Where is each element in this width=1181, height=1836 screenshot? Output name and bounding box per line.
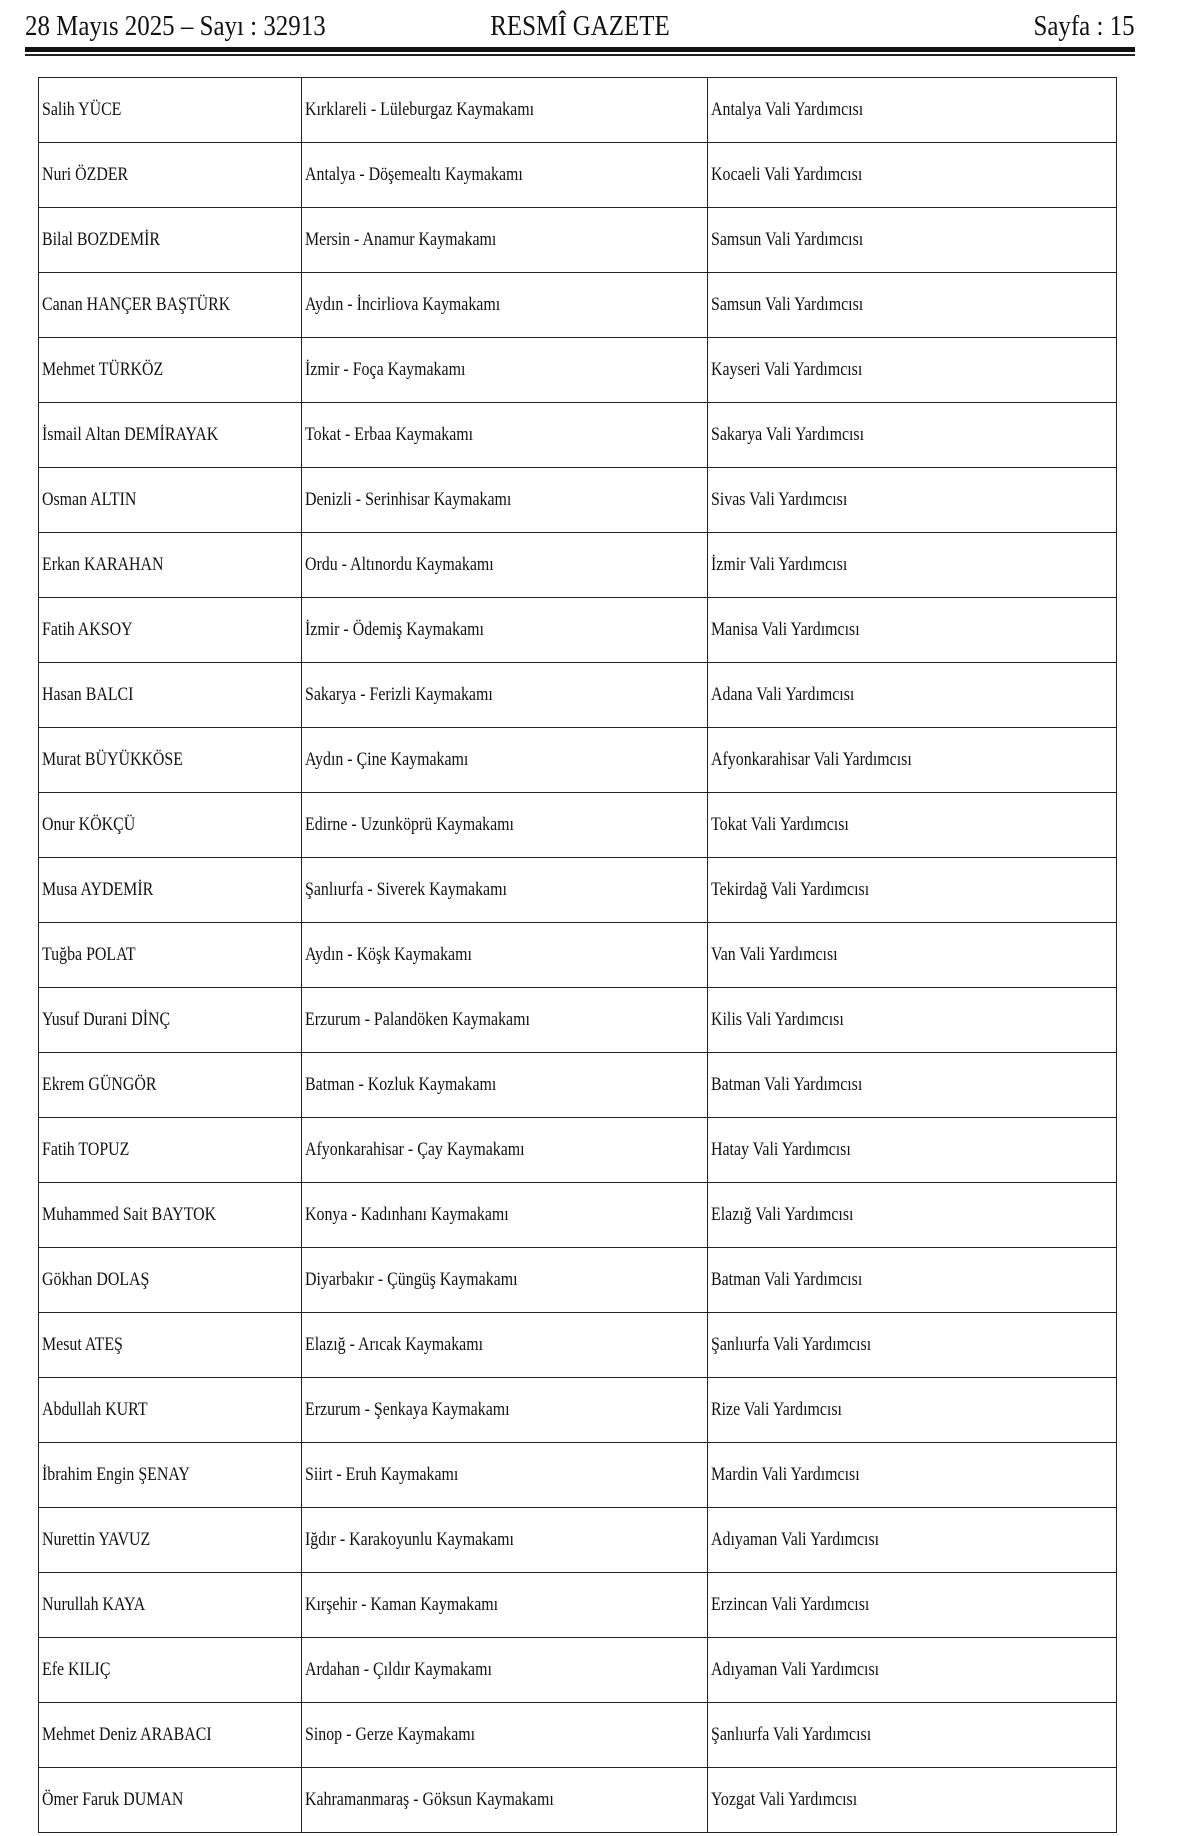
new-post-cell <box>708 403 1117 468</box>
current-post-text: Erzurum - Şenkaya Kaymakamı <box>305 1399 510 1420</box>
table-row <box>39 923 1117 988</box>
current-post-cell <box>302 208 708 273</box>
current-post-text: Aydın - Çine Kaymakamı <box>305 749 469 770</box>
new-post-cell <box>708 468 1117 533</box>
current-post-cell <box>302 793 708 858</box>
current-post-text: Ardahan - Çıldır Kaymakamı <box>305 1659 492 1680</box>
current-post-cell <box>302 1703 708 1768</box>
current-post-cell <box>302 533 708 598</box>
person-name-cell <box>39 1768 302 1833</box>
person-name-cell <box>39 208 302 273</box>
person-name-cell <box>39 663 302 728</box>
current-post-text: Antalya - Döşemealtı Kaymakamı <box>305 164 523 185</box>
new-post-text: Kayseri Vali Yardımcısı <box>711 359 863 380</box>
page-header <box>25 8 1135 44</box>
table-row <box>39 598 1117 663</box>
person-name-cell <box>39 338 302 403</box>
new-post-text: Kocaeli Vali Yardımcısı <box>711 164 863 185</box>
new-post-text: Adıyaman Vali Yardımcısı <box>711 1659 880 1680</box>
table-row <box>39 1508 1117 1573</box>
new-post-text: Antalya Vali Yardımcısı <box>711 99 864 120</box>
current-post-cell <box>302 1118 708 1183</box>
new-post-text: Erzincan Vali Yardımcısı <box>711 1594 870 1615</box>
new-post-cell <box>708 208 1117 273</box>
new-post-text: Şanlıurfa Vali Yardımcısı <box>711 1334 872 1355</box>
header-rule-thin <box>25 54 1135 56</box>
current-post-text: Mersin - Anamur Kaymakamı <box>305 229 497 250</box>
person-name-cell <box>39 78 302 143</box>
new-post-cell <box>708 78 1117 143</box>
person-name-text: Onur KÖKÇÜ <box>42 814 136 835</box>
current-post-text: Batman - Kozluk Kaymakamı <box>305 1074 497 1095</box>
person-name-text: Osman ALTIN <box>42 489 137 510</box>
person-name-cell <box>39 598 302 663</box>
new-post-text: Manisa Vali Yardımcısı <box>711 619 860 640</box>
page-number: Sayfa : 15 <box>1033 10 1135 42</box>
new-post-cell <box>708 1378 1117 1443</box>
person-name-cell <box>39 1573 302 1638</box>
current-post-text: Denizli - Serinhisar Kaymakamı <box>305 489 512 510</box>
person-name-text: Gökhan DOLAŞ <box>42 1269 150 1290</box>
new-post-cell <box>708 1573 1117 1638</box>
table-row <box>39 663 1117 728</box>
current-post-text: Erzurum - Palandöken Kaymakamı <box>305 1009 530 1030</box>
person-name-text: Musa AYDEMİR <box>42 879 154 900</box>
table-row <box>39 468 1117 533</box>
person-name-text: İbrahim Engin ŞENAY <box>42 1464 190 1485</box>
person-name-text: Ekrem GÜNGÖR <box>42 1074 157 1095</box>
current-post-text: Tokat - Erbaa Kaymakamı <box>305 424 474 445</box>
table-row <box>39 1248 1117 1313</box>
person-name-cell <box>39 1443 302 1508</box>
person-name-cell <box>39 1378 302 1443</box>
table-row <box>39 1768 1117 1833</box>
new-post-cell <box>708 273 1117 338</box>
header-rule-thick <box>25 47 1135 52</box>
new-post-cell <box>708 728 1117 793</box>
table-row <box>39 338 1117 403</box>
person-name-cell <box>39 1638 302 1703</box>
new-post-cell <box>708 1508 1117 1573</box>
new-post-text: Mardin Vali Yardımcısı <box>711 1464 860 1485</box>
person-name-text: Salih YÜCE <box>42 99 122 120</box>
current-post-text: Ordu - Altınordu Kaymakamı <box>305 554 494 575</box>
current-post-text: Siirt - Eruh Kaymakamı <box>305 1464 459 1485</box>
person-name-cell <box>39 1183 302 1248</box>
new-post-cell <box>708 1313 1117 1378</box>
new-post-text: Sivas Vali Yardımcısı <box>711 489 848 510</box>
current-post-text: İzmir - Foça Kaymakamı <box>305 359 466 380</box>
person-name-cell <box>39 858 302 923</box>
person-name-cell <box>39 1703 302 1768</box>
new-post-text: Van Vali Yardımcısı <box>711 944 838 965</box>
new-post-text: Tokat Vali Yardımcısı <box>711 814 849 835</box>
current-post-cell <box>302 1378 708 1443</box>
current-post-cell <box>302 1508 708 1573</box>
table-row <box>39 1638 1117 1703</box>
new-post-text: Afyonkarahisar Vali Yardımcısı <box>711 749 912 770</box>
new-post-text: Adana Vali Yardımcısı <box>711 684 855 705</box>
new-post-cell <box>708 923 1117 988</box>
person-name-text: Nurettin YAVUZ <box>42 1529 151 1550</box>
current-post-text: Diyarbakır - Çüngüş Kaymakamı <box>305 1269 518 1290</box>
person-name-cell <box>39 1053 302 1118</box>
new-post-cell <box>708 1703 1117 1768</box>
current-post-text: Sakarya - Ferizli Kaymakamı <box>305 684 493 705</box>
person-name-text: Mehmet TÜRKÖZ <box>42 359 164 380</box>
current-post-cell <box>302 78 708 143</box>
new-post-cell <box>708 143 1117 208</box>
current-post-cell <box>302 1248 708 1313</box>
current-post-cell <box>302 923 708 988</box>
person-name-text: Tuğba POLAT <box>42 944 136 965</box>
current-post-cell <box>302 988 708 1053</box>
current-post-text: Kırşehir - Kaman Kaymakamı <box>305 1594 499 1615</box>
current-post-cell <box>302 403 708 468</box>
new-post-cell <box>708 1768 1117 1833</box>
person-name-text: Ömer Faruk DUMAN <box>42 1789 184 1810</box>
new-post-cell <box>708 338 1117 403</box>
current-post-cell <box>302 273 708 338</box>
person-name-cell <box>39 143 302 208</box>
person-name-text: Murat BÜYÜKKÖSE <box>42 749 183 770</box>
current-post-cell <box>302 468 708 533</box>
new-post-text: Adıyaman Vali Yardımcısı <box>711 1529 880 1550</box>
person-name-text: Efe KILIÇ <box>42 1659 111 1680</box>
current-post-text: Kırklareli - Lüleburgaz Kaymakamı <box>305 99 534 120</box>
new-post-cell <box>708 1638 1117 1703</box>
new-post-text: Yozgat Vali Yardımcısı <box>711 1789 858 1810</box>
current-post-cell <box>302 598 708 663</box>
current-post-text: Afyonkarahisar - Çay Kaymakamı <box>305 1139 525 1160</box>
new-post-cell <box>708 1248 1117 1313</box>
new-post-text: Elazığ Vali Yardımcısı <box>711 1204 854 1225</box>
person-name-cell <box>39 1248 302 1313</box>
person-name-text: Nurullah KAYA <box>42 1594 146 1615</box>
current-post-cell <box>302 1053 708 1118</box>
table-row <box>39 728 1117 793</box>
table-row <box>39 533 1117 598</box>
table-row <box>39 1573 1117 1638</box>
current-post-cell <box>302 1313 708 1378</box>
current-post-cell <box>302 728 708 793</box>
new-post-text: Batman Vali Yardımcısı <box>711 1269 863 1290</box>
person-name-text: Bilal BOZDEMİR <box>42 229 161 250</box>
gazette-title: RESMÎ GAZETE <box>490 10 670 42</box>
current-post-text: Şanlıurfa - Siverek Kaymakamı <box>305 879 507 900</box>
current-post-cell <box>302 143 708 208</box>
current-post-text: Kahramanmaraş - Göksun Kaymakamı <box>305 1789 554 1810</box>
current-post-cell <box>302 1573 708 1638</box>
current-post-cell <box>302 858 708 923</box>
table-row <box>39 1183 1117 1248</box>
new-post-text: Samsun Vali Yardımcısı <box>711 294 864 315</box>
new-post-cell <box>708 663 1117 728</box>
person-name-text: Erkan KARAHAN <box>42 554 164 575</box>
current-post-text: Aydın - İncirliova Kaymakamı <box>305 294 501 315</box>
table-row <box>39 988 1117 1053</box>
person-name-cell <box>39 988 302 1053</box>
new-post-cell <box>708 793 1117 858</box>
person-name-cell <box>39 1508 302 1573</box>
current-post-text: İzmir - Ödemiş Kaymakamı <box>305 619 484 640</box>
person-name-text: İsmail Altan DEMİRAYAK <box>42 424 219 445</box>
table-row <box>39 793 1117 858</box>
new-post-cell <box>708 988 1117 1053</box>
table-row <box>39 1053 1117 1118</box>
table-row <box>39 78 1117 143</box>
new-post-cell <box>708 1183 1117 1248</box>
new-post-text: Kilis Vali Yardımcısı <box>711 1009 844 1030</box>
table-row <box>39 858 1117 923</box>
person-name-cell <box>39 923 302 988</box>
new-post-text: Batman Vali Yardımcısı <box>711 1074 863 1095</box>
current-post-cell <box>302 1768 708 1833</box>
new-post-text: Sakarya Vali Yardımcısı <box>711 424 865 445</box>
person-name-cell <box>39 468 302 533</box>
person-name-cell <box>39 793 302 858</box>
appointments-table-body <box>39 78 1117 1833</box>
person-name-text: Mehmet Deniz ARABACI <box>42 1724 212 1745</box>
table-row <box>39 1443 1117 1508</box>
person-name-text: Nuri ÖZDER <box>42 164 129 185</box>
person-name-cell <box>39 1118 302 1183</box>
new-post-cell <box>708 533 1117 598</box>
current-post-cell <box>302 1638 708 1703</box>
new-post-cell <box>708 858 1117 923</box>
person-name-text: Mesut ATEŞ <box>42 1334 123 1355</box>
appointments-table <box>38 77 1117 1833</box>
person-name-text: Fatih TOPUZ <box>42 1139 130 1160</box>
current-post-text: Iğdır - Karakoyunlu Kaymakamı <box>305 1529 514 1550</box>
new-post-cell <box>708 598 1117 663</box>
current-post-cell <box>302 1183 708 1248</box>
current-post-text: Sinop - Gerze Kaymakamı <box>305 1724 476 1745</box>
current-post-text: Elazığ - Arıcak Kaymakamı <box>305 1334 484 1355</box>
new-post-text: Samsun Vali Yardımcısı <box>711 229 864 250</box>
table-row <box>39 403 1117 468</box>
table-row <box>39 1378 1117 1443</box>
current-post-text: Edirne - Uzunköprü Kaymakamı <box>305 814 514 835</box>
table-row <box>39 1703 1117 1768</box>
table-row <box>39 208 1117 273</box>
current-post-text: Konya - Kadınhanı Kaymakamı <box>305 1204 509 1225</box>
new-post-cell <box>708 1443 1117 1508</box>
table-row <box>39 143 1117 208</box>
new-post-cell <box>708 1118 1117 1183</box>
new-post-text: Şanlıurfa Vali Yardımcısı <box>711 1724 872 1745</box>
issue-date-number: 28 Mayıs 2025 – Sayı : 32913 <box>25 10 326 42</box>
person-name-cell <box>39 728 302 793</box>
table-row <box>39 1118 1117 1183</box>
new-post-text: Rize Vali Yardımcısı <box>711 1399 842 1420</box>
current-post-cell <box>302 663 708 728</box>
person-name-text: Abdullah KURT <box>42 1399 148 1420</box>
person-name-text: Yusuf Durani DİNÇ <box>42 1009 171 1030</box>
current-post-cell <box>302 1443 708 1508</box>
current-post-cell <box>302 338 708 403</box>
new-post-text: İzmir Vali Yardımcısı <box>711 554 848 575</box>
person-name-text: Fatih AKSOY <box>42 619 133 640</box>
new-post-text: Hatay Vali Yardımcısı <box>711 1139 851 1160</box>
current-post-text: Aydın - Köşk Kaymakamı <box>305 944 472 965</box>
person-name-cell <box>39 1313 302 1378</box>
new-post-cell <box>708 1053 1117 1118</box>
person-name-text: Hasan BALCI <box>42 684 134 705</box>
person-name-cell <box>39 273 302 338</box>
person-name-text: Canan HANÇER BAŞTÜRK <box>42 294 231 315</box>
person-name-text: Muhammed Sait BAYTOK <box>42 1204 217 1225</box>
table-row <box>39 273 1117 338</box>
person-name-cell <box>39 533 302 598</box>
person-name-cell <box>39 403 302 468</box>
table-row <box>39 1313 1117 1378</box>
new-post-text: Tekirdağ Vali Yardımcısı <box>711 879 870 900</box>
